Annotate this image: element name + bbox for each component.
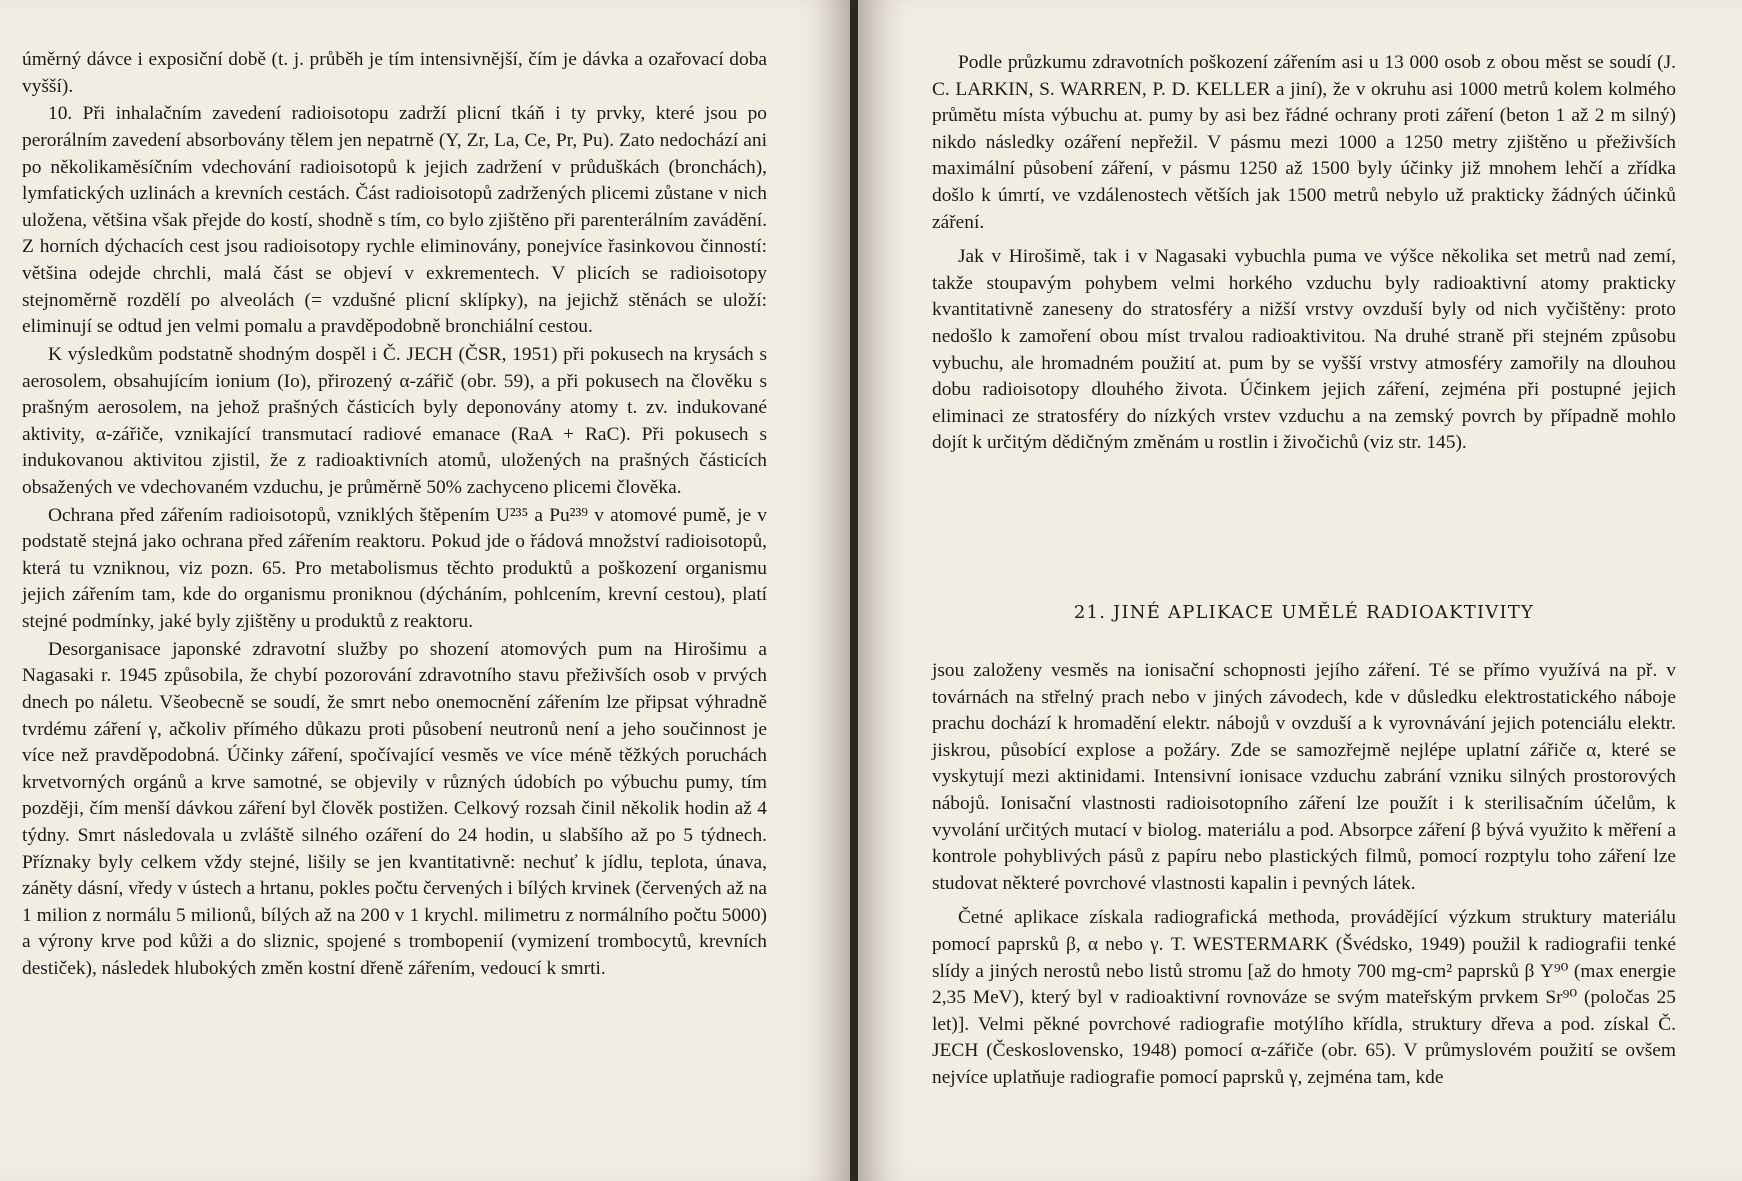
left-page bbox=[0, 0, 850, 1181]
book-gutter bbox=[850, 0, 858, 1181]
paragraph: jsou založeny vesměs na ionisační schopnosti jejího záření. Té se přímo využívá na př. v továrnách na střelný prach nebo v jiných závodech, kde v důsledku elektrostatického náboje prachu dochází k hromadění elektr. nábojů v ovzduší a k vyrovnávání jejich potenciálu elektr. jiskrou, působící explose a požáry. Zde se samozřejmě nejlépe uplatní zářiče α, které se vyskytují mezi aktinidami. Intensivní ionisace vzduchu zabrání vzniku silných prostorových nábojů. Ionisační vlastnosti radioisotopního záření lze použít i k sterilisačním účelům, k vyvolání určitých mutací v biolog. materiálu a pod. Absorpce záření β bývá využito k měření a kontrole pohyblivých pásů z papíru nebo plastických filmů, pomocí rozptylu toho záření lze studovat některé povrchové vlastnosti kapalin i pevných látek. bbox=[932, 660, 1676, 894]
right-page-text-top bbox=[932, 50, 1676, 457]
section-heading: 21. JINÉ APLIKACE UMĚLÉ RADIOAKTIVITY bbox=[1073, 602, 1535, 623]
right-page-text-bottom bbox=[932, 658, 1676, 1092]
left-page-text bbox=[22, 47, 767, 983]
paragraph: Jak v Hirošimě, tak i v Nagasaki vybuchla puma ve výšce několika set metrů nad zemí, takže stoupavým pohybem velmi horkého vzduchu byly radioaktivní atomy prakticky kvantitativně zaneseny do stratosféry a nižší vrstvy ovzduší byly od nich vyčištěny: proto nedošlo k zamoření obou míst trvalou radioaktivitou. Na druhé straně při stejném způsobu vybuchu, ale hromadném použití at. pum by se vyšší vrstvy atmosféry zamořily na dlouhou dobu radioisotopy dlouhého života. Účinkem jejich záření, zejména při postupné jejich eliminaci ze stratosféry do nízkých vrstev vzduchu a na zemský povrch by případně mohlo dojít k určitým dědičným změnám u rostlin i živočichů (viz str. 145). bbox=[932, 246, 1676, 454]
paragraph: Podle průzkumu zdravotních poškození zářením asi u 13 000 osob z obou měst se soudí (J. C. LARKIN, S. WARREN, P. D. KELLER a jiní), že v okruhu asi 1000 metrů kolem kolmého průmětu místa výbuchu at. pumy by asi bez řádné ochrany proti záření (beton 1 až 2 m silný) nikdo následky ozáření nepřežil. V pásmu mezi 1000 a 1250 metry zjištěno u přeživších maximální působení záření, v pásmu 1250 až 1500 byly účinky již mnohem lehčí a zřídka došlo k úmrtí, ve vzdálenostech větších jak 1500 metrů nebylo už prakticky žádných účinků záření. bbox=[932, 52, 1676, 233]
paragraph: K výsledkům podstatně shodným dospěl i Č. JECH (ČSR, 1951) při pokusech na krysách s aerosolem, obsahujícím ionium (Io), přirozený α-zářič (obr. 59), a při pokusech na člověku s prašným aerosolem, na jehož prašných částicích byly deponovány atomy t. zv. indukované aktivity, α-zářiče, vznikající transmutací radiové emanace (RaA + RaC). Při pokusech s indukovanou aktivitou zjistil, že z radioaktivních atomů, uložených na prašných částicích obsažených ve vdechovaném vzduchu, je průměrně 50% zachyceno plicemi člověka. bbox=[22, 343, 767, 498]
right-page bbox=[858, 0, 1742, 1181]
paragraph: Ochrana před zářením radioisotopů, vzniklých štěpením U²³⁵ a Pu²³⁹ v atomové pumě, je v podstatě stejná jako ochrana před zářením reaktoru. Pokud jde o řádová množství radioisotopů, která tu vzniknou, viz pozn. 65. Pro metabolismus těchto produktů a poškození organismu jejich zářením tam, kde do organismu proniknou (dýcháním, pohlcením, krevní cestou), platí stejné podmínky, jaké byly zjištěny u produktů z reaktoru. bbox=[22, 504, 767, 633]
paragraph: Desorganisace japonské zdravotní služby po shození atomových pum na Hirošimu a Nagasaki r. 1945 způsobila, že chybí pozorování zdravotního stavu přeživších osob v prvých dnech po náletu. Všeobecně se soudí, že smrt nebo onemocnění zářením lze připsat výhradně tvrdému záření γ, ačkoliv přímého důkazu proti působení neutronů není a jeho součinnost je více než pravděpodobná. Účinky záření, spočívající vesměs ve více méně těžkých poruchách krvetvorných orgánů a krve samotné, se objevily v různých údobích po výbuchu pumy, tím později, čím menší dávkou záření byl člověk postižen. Celkový rozsah činil několik hodin až 4 týdny. Smrt následovala u zvláště silného ozáření do 24 hodin, u slabšího až po 5 týdnech. Příznaky byly celkem vždy stejné, lišily se jen kvantitativně: nechuť k jídlu, teplota, únava, záněty dásní, vředy v ústech a hrtanu, pokles počtu červených i bílých krvinek (červených až na 1 milion z normálu 5 milionů, bílých až na 200 v 1 krychl. milimetru z normálního počtu 5000) a výrony krve pod kůži a do sliznic, spojené s trombopenií (vymizení trombocytů, krevních destiček), následek hlubokých změn kostní dřeně zářením, vedoucí k smrti. bbox=[22, 638, 767, 979]
paragraph: 10. Při inhalačním zavedení radioisotopu zadrží plicní tkáň i ty prvky, které jsou po perorálním zavedení absorbovány tělem jen nepatrně (Y, Zr, La, Ce, Pr, Pu). Zato nedochází ani po několikaměsíčním vdechování radioisotopů k jejich zadržení v průduškách (bronchách), lymfatických uzlinách a krevních cestách. Část radioisotopů zadržených plicemi zůstane v nich uložena, většina však přejde do kostí, shodně s tím, co bylo zjištěno při parenterálním zavádění. Z horních dýchacích cest jsou radioisotopy rychle eliminovány, ponejvíce řasinkovou činností: většina odejde chrchli, malá část se objeví v exkrementech. V plicích se radioisotopy stejnoměrně rozdělí po alveolách (= vzdušné plicní sklípky), na jejichž stěnách se uloží: eliminují se odtud jen velmi pomalu a pravděpodobně bronchiální cestou. bbox=[22, 103, 767, 338]
paragraph: úměrný dávce i exposiční době (t. j. průběh je tím intensivnější, čím je dávka a ozařovací doba vyšší). bbox=[22, 49, 767, 97]
paragraph: Četné aplikace získala radiografická methoda, provádějící výzkum struktury materiálu pomocí paprsků β, α nebo γ. T. WESTERMARK (Švédsko, 1949) použil k radiografii tenké slídy a jiných nerostů nebo listů stromu [až do hmoty 700 mg-cm² paprsků β Y⁹⁰ (max energie 2,35 MeV), který byl v radioaktivní rovnováze se svým mateřským prvkem Sr⁹⁰ (poločas 25 let)]. Velmi pěkné povrchové radiografie motýlího křídla, struktury dřeva a pod. získal Č. JECH (Československo, 1948) pomocí α-zářiče (obr. 65). V průmyslovém použití se ovšem nejvíce uplatňuje radiografie pomocí paprsků γ, zejména tam, kde bbox=[932, 907, 1676, 1088]
